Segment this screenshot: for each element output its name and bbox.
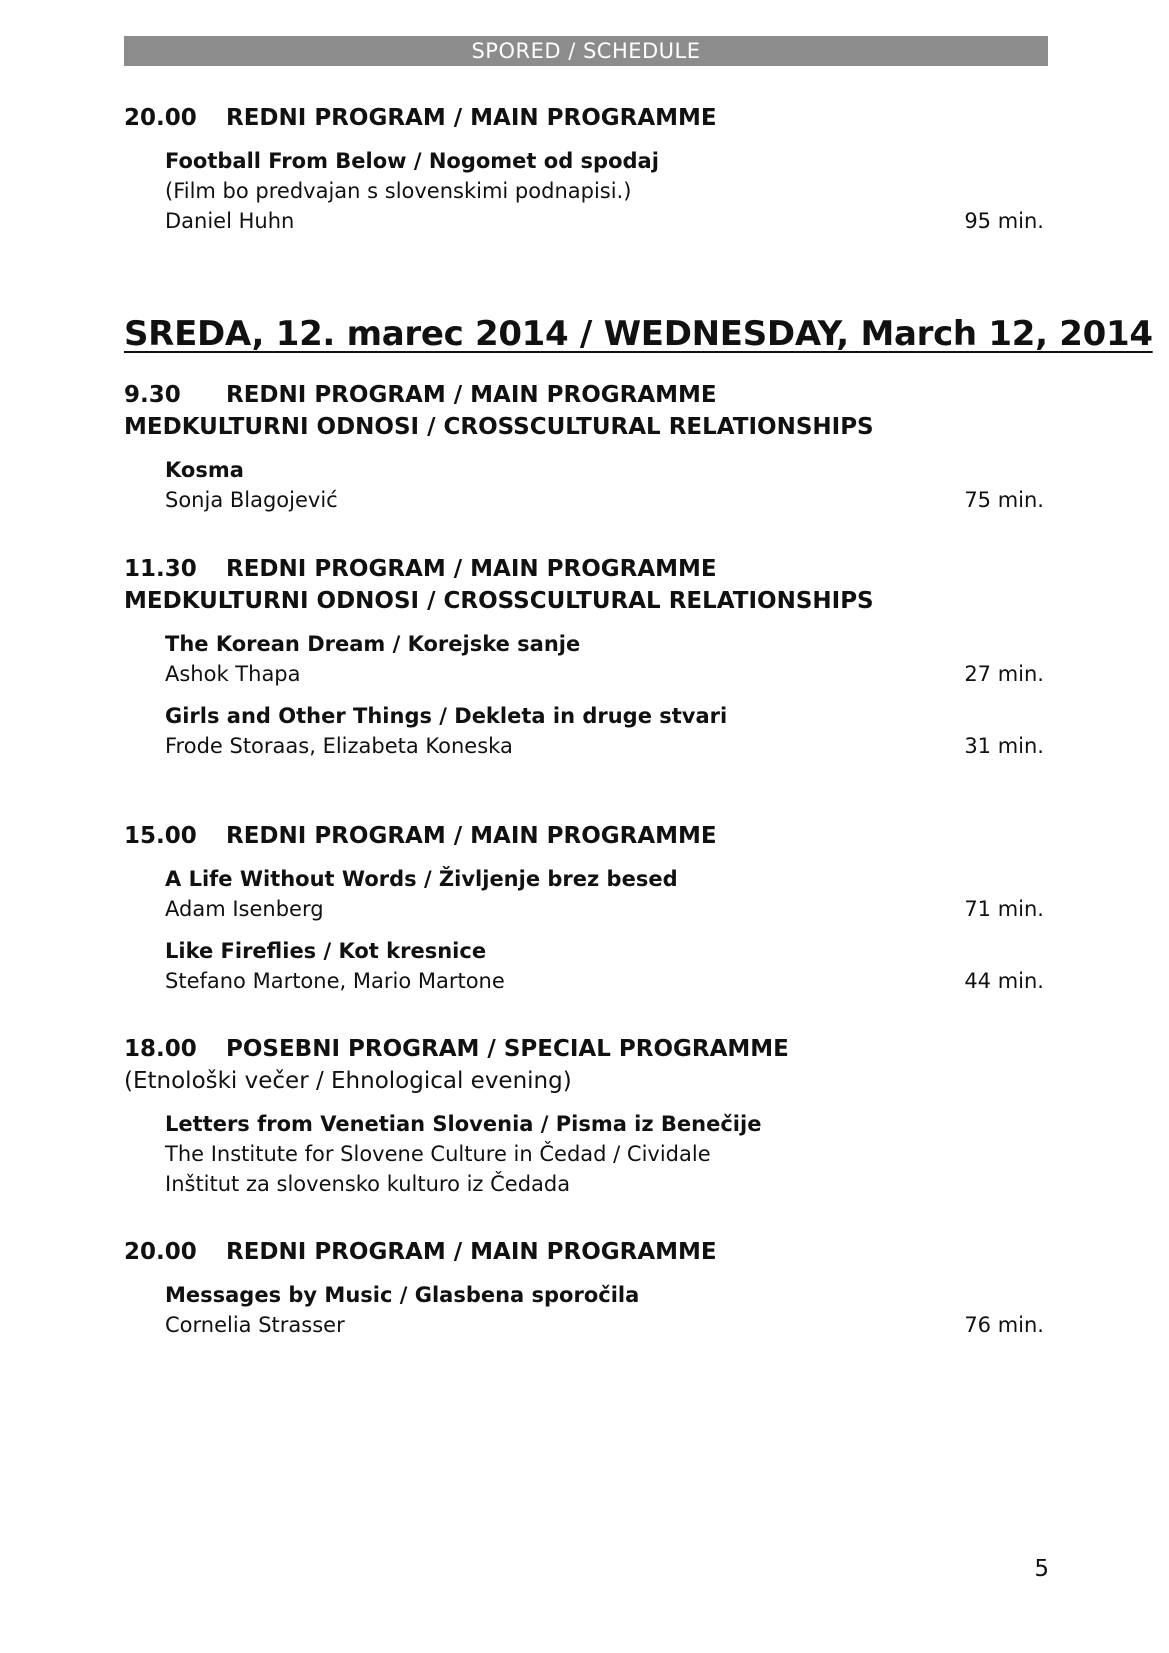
slot-subprogramme: MEDKULTURNI ODNOSI / CROSSCULTURAL RELATIONSHIPS	[124, 588, 874, 614]
schedule-slot-2000-previous	[124, 102, 1048, 236]
film-entry	[165, 1280, 1048, 1340]
slot-programme: REDNI PROGRAM / MAIN PROGRAMME	[226, 823, 717, 849]
film-director: Stefano Martone, Mario Martone	[165, 969, 505, 993]
slot-time: 20.00	[124, 105, 197, 131]
film-director: Ashok Thapa	[165, 662, 301, 686]
section-header-bar: SPORED / SCHEDULE	[124, 36, 1048, 66]
day-heading: SREDA, 12. marec 2014 / WEDNESDAY, March 12, 2014	[124, 314, 1153, 354]
schedule-slot-2000	[124, 1236, 1048, 1340]
film-entry	[165, 864, 1048, 924]
film-duration: 75 min.	[964, 488, 1044, 512]
film-director: Sonja Blagojević	[165, 488, 338, 512]
film-duration: 31 min.	[964, 734, 1044, 758]
slot-time: 9.30	[124, 382, 181, 408]
film-director: Adam Isenberg	[165, 897, 324, 921]
page-number: 5	[1034, 1556, 1049, 1582]
film-title: Messages by Music / Glasbena sporočila	[165, 1283, 640, 1307]
slot-heading	[124, 553, 1048, 585]
film-entry	[165, 936, 1048, 996]
slot-time: 18.00	[124, 1036, 197, 1062]
film-credit-line: The Institute for Slovene Culture in Čedad / Cividale	[165, 1142, 711, 1166]
film-title: Kosma	[165, 458, 244, 482]
film-title: The Korean Dream / Korejske sanje	[165, 632, 581, 656]
film-duration: 76 min.	[964, 1313, 1044, 1337]
slot-time: 15.00	[124, 823, 197, 849]
film-title: A Life Without Words / Življenje brez besed	[165, 867, 678, 891]
film-entry	[165, 455, 1048, 515]
film-director: Daniel Huhn	[165, 209, 295, 233]
schedule-slot-1130	[124, 553, 1048, 761]
film-note: (Film bo predvajan s slovenskimi podnapisi.)	[165, 179, 632, 203]
film-title: Girls and Other Things / Dekleta in druge stvari	[165, 704, 728, 728]
schedule-slot-1800	[124, 1033, 1048, 1199]
slot-programme: POSEBNI PROGRAM / SPECIAL PROGRAMME	[226, 1036, 789, 1062]
film-duration: 71 min.	[964, 897, 1044, 921]
slot-heading	[124, 820, 1048, 852]
film-entry	[165, 146, 1048, 236]
film-entry	[165, 701, 1048, 761]
slot-heading	[124, 379, 1048, 411]
schedule-slot-1500	[124, 820, 1048, 996]
slot-heading	[124, 1236, 1048, 1268]
film-director: Cornelia Strasser	[165, 1313, 345, 1337]
slot-programme: REDNI PROGRAM / MAIN PROGRAMME	[226, 1239, 717, 1265]
film-entry	[165, 629, 1048, 689]
slot-subprogramme: MEDKULTURNI ODNOSI / CROSSCULTURAL RELATIONSHIPS	[124, 414, 874, 440]
schedule-slot-0930	[124, 379, 1048, 515]
film-title: Letters from Venetian Slovenia / Pisma iz Benečije	[165, 1112, 762, 1136]
slot-programme: REDNI PROGRAM / MAIN PROGRAMME	[226, 556, 717, 582]
film-entry	[165, 1109, 1048, 1199]
film-director: Frode Storaas, Elizabeta Koneska	[165, 734, 513, 758]
film-title: Football From Below / Nogomet od spodaj	[165, 149, 659, 173]
film-credit-line: Inštitut za slovensko kulturo iz Čedada	[165, 1172, 571, 1196]
film-duration: 95 min.	[964, 209, 1044, 233]
slot-heading	[124, 1033, 1048, 1065]
slot-heading	[124, 102, 1048, 134]
slot-time: 20.00	[124, 1239, 197, 1265]
slot-subprogramme: (Etnološki večer / Ehnological evening)	[124, 1068, 572, 1094]
slot-time: 11.30	[124, 556, 197, 582]
slot-programme: REDNI PROGRAM / MAIN PROGRAMME	[226, 382, 717, 408]
slot-programme: REDNI PROGRAM / MAIN PROGRAMME	[226, 105, 717, 131]
film-duration: 27 min.	[964, 662, 1044, 686]
film-title: Like Fireflies / Kot kresnice	[165, 939, 487, 963]
film-duration: 44 min.	[964, 969, 1044, 993]
